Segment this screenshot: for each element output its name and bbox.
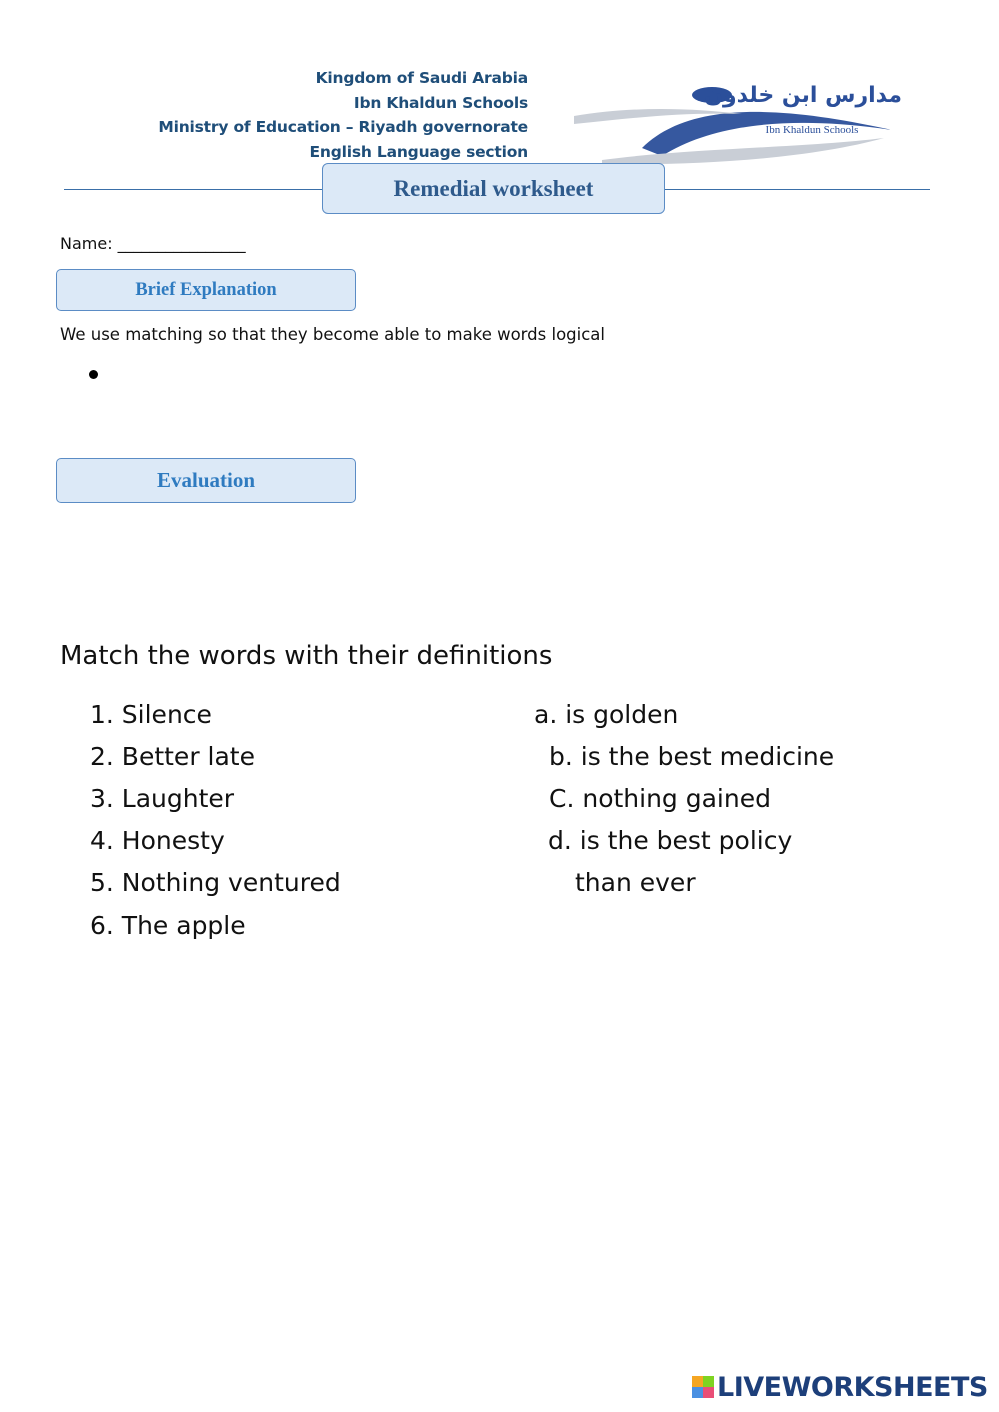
definition-item: C. nothing gained: [549, 784, 771, 813]
definition-item: a. is golden: [534, 700, 679, 729]
liveworksheets-brand[interactable]: [692, 1372, 988, 1402]
worksheet-title: Remedial worksheet: [322, 163, 665, 214]
empty-bullet-point: [89, 370, 98, 379]
definition-item: than ever: [575, 868, 696, 897]
header-divider-left: [64, 189, 323, 190]
word-item: 1. Silence: [90, 700, 212, 729]
word-item: 3. Laughter: [90, 784, 235, 813]
word-item: 5. Nothing ventured: [90, 868, 341, 897]
org-line-schools: Ibn Khaldun Schools: [353, 93, 528, 112]
word-item: 4. Honesty: [90, 826, 225, 855]
header-divider-right: [664, 189, 930, 190]
logo-square-orange: [692, 1376, 703, 1387]
org-line-ministry: Ministry of Education – Riyadh governorate: [158, 118, 528, 136]
exercise-instruction: Match the words with their definitions: [60, 641, 553, 671]
liveworksheets-brand-text: LIVEWORKSHEETS: [717, 1371, 988, 1403]
school-logo: [572, 78, 912, 166]
brief-explanation-heading: Brief Explanation: [56, 269, 356, 311]
organization-header: [120, 66, 528, 164]
logo-arabic-text: مدارس ابن خلدون: [704, 83, 902, 108]
org-line-kingdom: Kingdom of Saudi Arabia: [315, 69, 528, 87]
brief-explanation-text: We use matching so that they become able to make words logical: [60, 325, 605, 344]
definition-item: b. is the best medicine: [549, 742, 835, 771]
evaluation-heading: Evaluation: [56, 458, 356, 503]
logo-square-blue: [692, 1387, 703, 1398]
definition-item: d. is the best policy: [548, 826, 793, 855]
word-item: 6. The apple: [90, 911, 246, 940]
logo-square-pink: [703, 1387, 714, 1398]
logo-english-text: Ibn Khaldun Schools: [765, 124, 859, 136]
school-logo-graphic: [572, 78, 912, 166]
logo-square-green: [703, 1376, 714, 1387]
name-field: Name: ________________: [60, 234, 246, 253]
liveworksheets-logo-icon: [692, 1376, 714, 1398]
word-item: 2. Better late: [90, 742, 255, 771]
org-line-section: English Language section: [309, 142, 528, 161]
